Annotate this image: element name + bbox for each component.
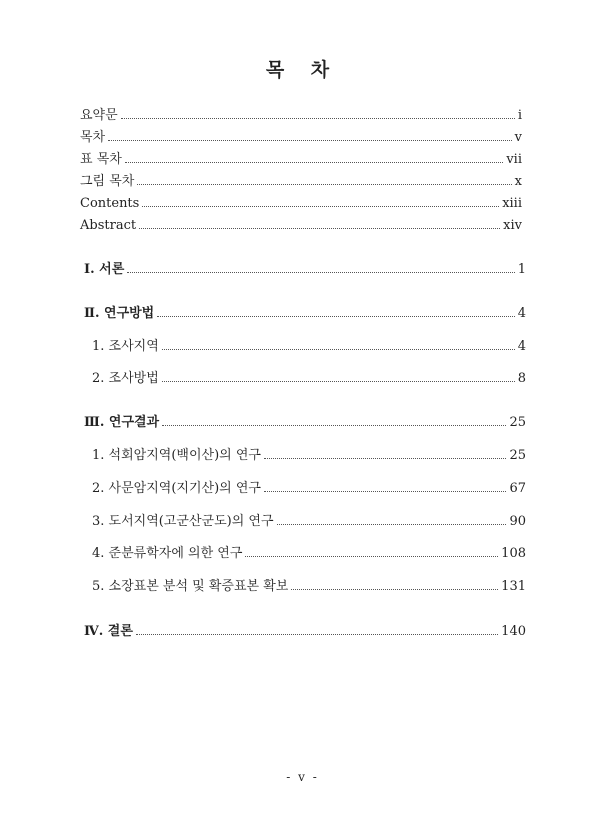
toc-chapter-label: Ⅱ. 연구방법 <box>84 306 155 321</box>
toc-section-label: 5. 소장표본 분석 및 확증표본 확보 <box>92 579 289 594</box>
toc-entry-label: 표 목차 <box>80 152 122 167</box>
toc-section-3-3[interactable] <box>92 514 526 530</box>
toc-entry-abstract[interactable] <box>80 218 522 234</box>
toc-section-label: 1. 조사지역 <box>92 339 159 354</box>
toc-section-label: 1. 석회암지역(백이산)의 연구 <box>92 448 261 463</box>
toc-section-3-5[interactable] <box>92 579 526 595</box>
toc-entry-page: xiii <box>502 196 522 211</box>
toc-entry-label: 그림 목차 <box>80 174 135 189</box>
dot-leader <box>162 424 506 426</box>
toc-entry-page: v <box>514 130 522 145</box>
toc-entry-page: vii <box>506 152 522 167</box>
toc-section-page: 108 <box>501 546 526 561</box>
toc-chapter-label: Ⅰ. 서론 <box>84 262 125 277</box>
toc-chapter-label: Ⅲ. 연구결과 <box>84 415 160 430</box>
toc-section-3-1[interactable] <box>92 448 526 464</box>
dot-leader <box>245 555 498 557</box>
toc-section-3-4[interactable] <box>92 546 526 562</box>
toc-entry-label: 목차 <box>80 130 106 145</box>
dot-leader <box>162 380 515 382</box>
toc-chapter-2[interactable] <box>84 306 526 322</box>
dot-leader <box>139 227 500 229</box>
toc-entry-summary[interactable] <box>80 108 522 124</box>
toc-chapter-page: 4 <box>517 306 526 321</box>
toc-chapter-page: 140 <box>501 624 526 639</box>
toc-section-page: 25 <box>509 448 526 463</box>
toc-chapter-page: 25 <box>509 415 526 430</box>
page-number-footer: - v - <box>286 770 319 784</box>
dot-leader <box>137 183 511 185</box>
dot-leader <box>291 588 498 590</box>
toc-entry-contents-en[interactable] <box>80 196 522 212</box>
toc-section-page: 4 <box>517 339 526 354</box>
dot-leader <box>127 271 514 273</box>
toc-section-label: 3. 도서지역(고군산군도)의 연구 <box>92 514 274 529</box>
toc-section-page: 131 <box>501 579 526 594</box>
toc-chapter-3[interactable] <box>84 415 526 431</box>
dot-leader <box>125 161 504 163</box>
toc-entry-label: Contents <box>80 196 140 211</box>
toc-entry-label: Abstract <box>80 218 137 233</box>
toc-section-label: 4. 준분류학자에 의한 연구 <box>92 546 243 561</box>
toc-chapter-page: 1 <box>517 262 526 277</box>
toc-section-page: 67 <box>509 481 526 496</box>
dot-leader <box>277 523 507 525</box>
toc-section-2-2[interactable] <box>92 371 526 387</box>
page-title: 목 차 <box>265 59 340 81</box>
toc-entry-contents-ko[interactable] <box>80 130 522 146</box>
toc-entry-table-list[interactable] <box>80 152 522 168</box>
dot-leader <box>142 205 499 207</box>
dot-leader <box>264 490 507 492</box>
dot-leader <box>264 457 507 459</box>
toc-entry-label: 요약문 <box>80 108 118 123</box>
toc-chapter-1[interactable] <box>84 262 526 278</box>
dot-leader <box>108 139 512 141</box>
toc-entry-figure-list[interactable] <box>80 174 522 190</box>
toc-chapter-label: Ⅳ. 결론 <box>84 624 133 639</box>
toc-section-label: 2. 조사방법 <box>92 371 159 386</box>
toc-section-label: 2. 사문암지역(지기산)의 연구 <box>92 481 261 496</box>
toc-entry-page: i <box>517 108 522 123</box>
toc-entry-page: xiv <box>503 218 522 233</box>
toc-section-page: 90 <box>509 514 526 529</box>
toc-section-2-1[interactable] <box>92 339 526 355</box>
dot-leader <box>136 633 498 635</box>
toc-chapter-4[interactable] <box>84 624 526 640</box>
dot-leader <box>121 117 515 119</box>
toc-section-3-2[interactable] <box>92 481 526 497</box>
toc-entry-page: x <box>514 174 522 189</box>
dot-leader <box>162 348 515 350</box>
toc-section-page: 8 <box>517 371 526 386</box>
dot-leader <box>157 315 514 317</box>
